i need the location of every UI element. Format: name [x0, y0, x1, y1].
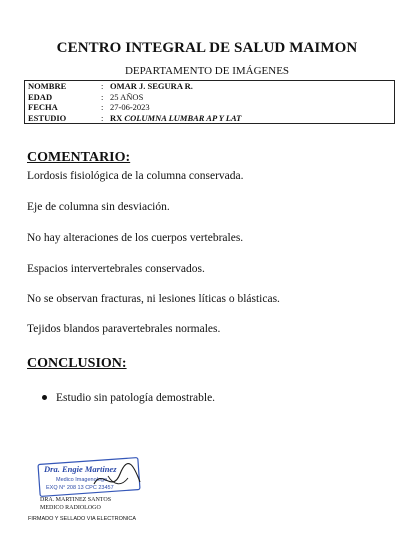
value-edad: 25 AÑOS: [110, 91, 144, 102]
patient-row-name: [25, 81, 395, 92]
study-name: COLUMNA LUMBAR AP Y LAT: [124, 112, 242, 123]
signature-footer: FIRMADO Y SELLADO VIA ELECTRONICA: [28, 516, 136, 522]
page-title: CENTRO INTEGRAL DE SALUD MAIMON: [56, 40, 358, 56]
value-nombre: OMAR J. SEGURA R.: [110, 81, 193, 91]
doctor-stamp: [36, 456, 146, 498]
comment-line: Lordosis fisiológica de la columna conservada.: [27, 170, 244, 182]
stamp-name: Dra. Engie Martinez: [44, 464, 117, 474]
label-estudio: ESTUDIO: [28, 112, 67, 123]
study-prefix: RX: [110, 112, 123, 123]
department-name: DEPARTAMENTO DE IMÁGENES: [124, 65, 290, 77]
bullet-icon: [42, 395, 47, 400]
value-estudio: [107, 113, 395, 124]
separator: :: [101, 112, 104, 123]
conclusion-item: [42, 392, 215, 404]
stamp-role: Medico Imagenologo: [56, 477, 108, 483]
separator: :: [101, 102, 104, 112]
doctor-name: DRA. MARTINEZ SANTOS: [40, 497, 112, 503]
separator: :: [101, 81, 104, 91]
comment-heading: COMENTARIO:: [27, 150, 131, 165]
comment-line: No se observan fracturas, ni lesiones líticas o blásticas.: [27, 293, 280, 305]
patient-row-date: [25, 102, 395, 113]
patient-row-age: [25, 92, 395, 103]
patient-row-study: [25, 113, 395, 124]
doctor-title: MEDICO RADIOLOGO: [40, 505, 101, 511]
label-nombre: NOMBRE: [28, 81, 67, 91]
value-fecha: 27-06-2023: [110, 102, 150, 112]
conclusion-heading: CONCLUSION:: [27, 356, 127, 371]
stamp-ids: EXQ N° 208 13 CPC 23457: [46, 485, 114, 491]
patient-info-table: [24, 80, 395, 124]
comment-line: Tejidos blandos paravertebrales normales.: [27, 323, 221, 335]
separator: :: [101, 91, 104, 102]
comment-line: Espacios intervertebrales conservados.: [27, 263, 205, 275]
comment-line: Eje de columna sin desviación.: [27, 201, 170, 213]
label-fecha: FECHA: [28, 102, 58, 112]
conclusion-text: Estudio sin patología demostrable.: [56, 392, 216, 404]
label-edad: EDAD: [28, 91, 53, 102]
comment-line: No hay alteraciones de los cuerpos vertebrales.: [27, 232, 244, 244]
